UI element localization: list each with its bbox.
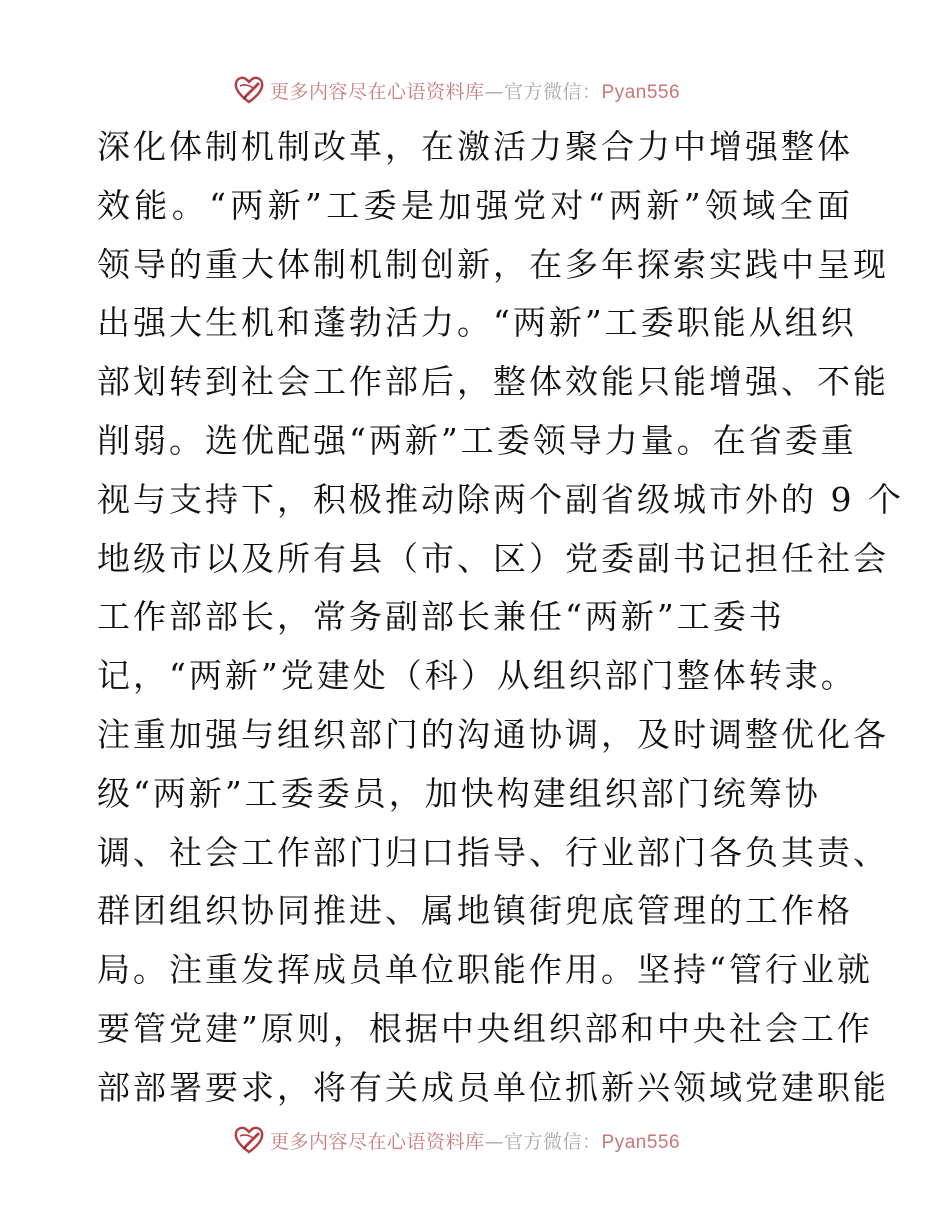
text-line: 群团组织协同推进、属地镇街兜底管理的工作格 <box>97 891 853 931</box>
text-line: 削弱。选优配强“两新”工委领导力量。在省委重 <box>97 420 857 460</box>
text-line: 级“两新”工委委员，加快构建组织部门统筹协 <box>97 773 821 813</box>
text-line: 地级市以及所有县（市、区）党委副书记担任社会 <box>97 538 889 578</box>
banner-separator: — <box>484 1130 505 1153</box>
banner-wechat-id: Pyan556 <box>601 81 681 103</box>
banner-title: 更多内容尽在心语资料库 <box>270 80 485 103</box>
text-line: 深化体制机制改革，在激活力聚合力中增强整体 <box>97 127 853 166</box>
banner-wechat-label: 官方微信： <box>504 1130 602 1153</box>
text-line: 要管党建”原则，根据中央组织部和中央社会工作 <box>97 1008 873 1048</box>
footer-banner <box>232 1122 712 1158</box>
text-line: 出强大生机和蓬勃活力。“两新”工委职能从组织 <box>97 303 857 343</box>
text-line: 记，“两新”党建处（科）从组织部门整体转隶。 <box>97 656 857 696</box>
banner-title: 更多内容尽在心语资料库 <box>270 1130 485 1153</box>
text-line: 注重加强与组织部门的沟通协调，及时调整优化各 <box>97 714 889 754</box>
text-line: 领导的重大体制机制创新，在多年探索实践中呈现 <box>97 244 889 284</box>
document-body <box>97 118 904 1118</box>
heart-pen-logo-icon <box>232 73 266 107</box>
text-line: 部划转到社会工作部后，整体效能只能增强、不能 <box>97 362 889 402</box>
text-line: 工作部部长，常务副部长兼任“两新”工委书 <box>97 597 785 637</box>
banner-wechat-id: Pyan556 <box>601 1131 681 1153</box>
heart-pen-logo-icon <box>232 1123 266 1157</box>
header-banner <box>232 72 712 108</box>
text-line: 部部署要求，将有关成员单位抓新兴领域党建职能 <box>97 1067 889 1107</box>
text-line: 调、社会工作部门归口指导、行业部门各负其责、 <box>97 832 889 872</box>
banner-separator: — <box>484 80 505 103</box>
text-line: 视与支持下，积极推动除两个副省级城市外的 9 个 <box>97 479 904 519</box>
text-line: 局。注重发挥成员单位职能作用。坚持“管行业就 <box>97 950 873 990</box>
banner-wechat-label: 官方微信： <box>504 80 602 103</box>
text-line: 效能。“两新”工委是加强党对“两新”领域全面 <box>97 185 853 225</box>
